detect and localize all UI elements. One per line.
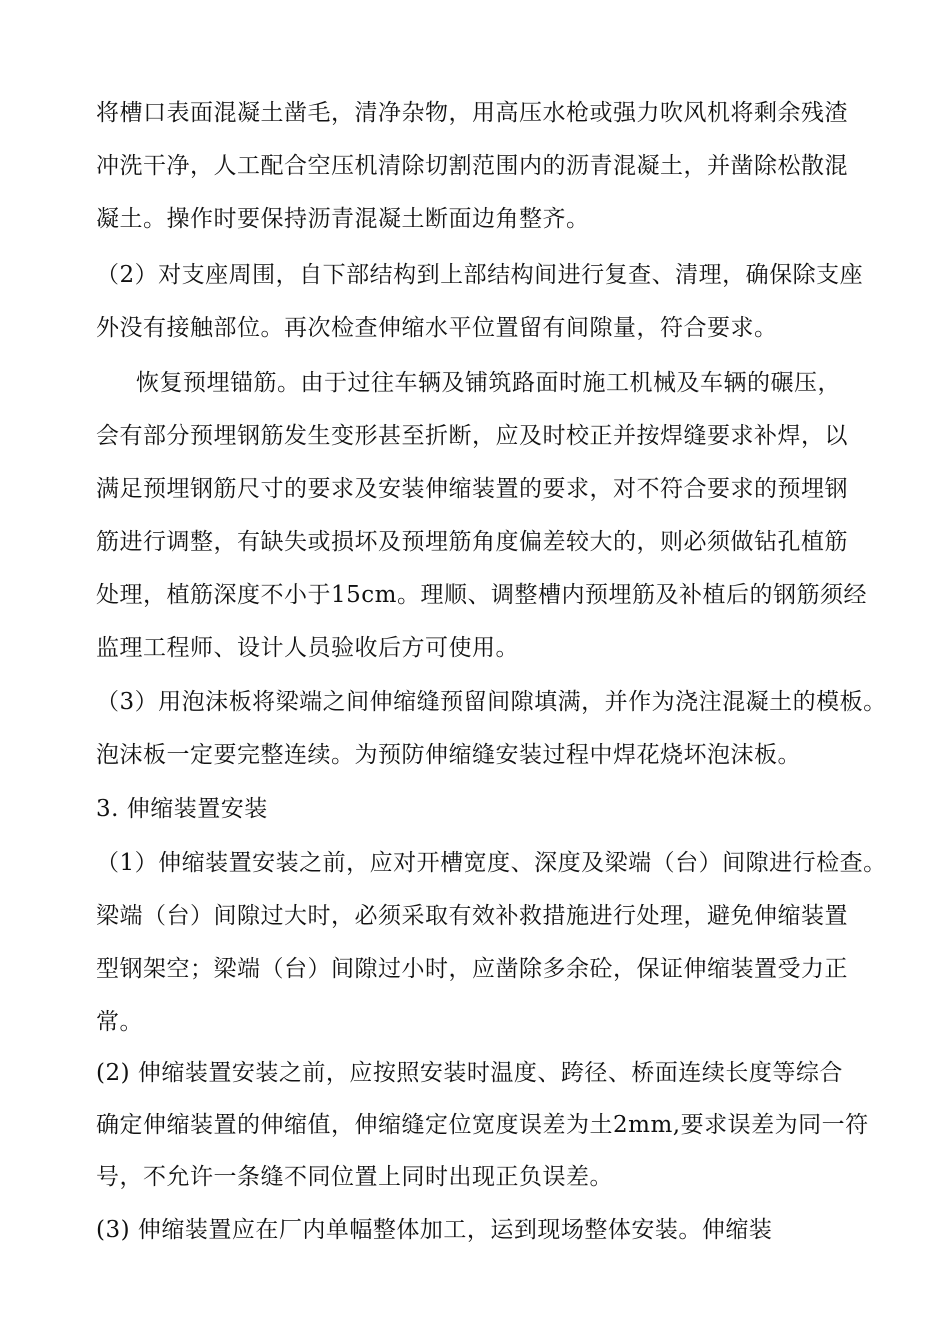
text-line: 会有部分预埋钢筋发生变形甚至折断，应及时校正并按焊缝要求补焊，以: [96, 423, 848, 449]
text-line: 凝土。操作时要保持沥青混凝土断面边角整齐。: [96, 206, 590, 232]
text-line: 梁端（台）间隙过大时，必须采取有效补救措施进行处理，避免伸缩装置: [96, 903, 848, 929]
text-line: （2）对支座周围，自下部结构到上部结构间进行复查、清理，确保除支座: [96, 262, 864, 288]
text-line: （1）伸缩装置安装之前，应对开槽宽度、深度及梁端（台）间隙进行检查。: [96, 850, 887, 876]
text-line: 确定伸缩装置的伸缩值，伸缩缝定位宽度误差为土2mm,要求误差为同一符: [96, 1112, 869, 1138]
text-line: （3）用泡沫板将梁端之间伸缩缝预留间隙填满，并作为浇注混凝土的模板。: [96, 689, 887, 715]
text-line: 号，不允许一条缝不同位置上同时出现正负误差。: [96, 1164, 613, 1190]
text-line: 泡沫板一定要完整连续。为预防伸缩缝安装过程中焊花烧坏泡沫板。: [96, 742, 801, 768]
text-line: 筋进行调整，有缺失或损坏及预埋筋角度偏差较大的，则必须做钻孔植筋: [96, 529, 848, 555]
text-line: 恢复预埋锚筋。由于过往车辆及铺筑路面时施工机械及车辆的碾压，: [136, 370, 841, 396]
text-line: (2) 伸缩装置安装之前，应按照安装时温度、跨径、桥面连续长度等综合: [96, 1060, 843, 1086]
text-line: 满足预埋钢筋尺寸的要求及安装伸缩装置的要求，对不符合要求的预埋钢: [96, 476, 848, 502]
text-line: (3) 伸缩装置应在厂内单幅整体加工，运到现场整体安装。伸缩装: [96, 1217, 773, 1243]
text-line: 将槽口表面混凝土凿毛，清净杂物，用高压水枪或强力吹风机将剩余残渣: [96, 100, 848, 126]
text-line: 外没有接触部位。再次检查伸缩水平位置留有间隙量，符合要求。: [96, 315, 778, 341]
text-line: 监理工程师、设计人员验收后方可使用。: [96, 635, 519, 661]
text-line: 型钢架空；梁端（台）间隙过小时，应凿除多余砼，保证伸缩装置受力正: [96, 956, 848, 982]
section-heading: 3. 伸缩装置安装: [96, 796, 268, 822]
text-line: 处理，植筋深度不小于15cm。理顺、调整槽内预埋筋及补植后的钢筋须经: [96, 582, 867, 608]
text-line: 冲洗干净，人工配合空压机清除切割范围内的沥青混凝土，并凿除松散混: [96, 153, 848, 179]
text-line: 常。: [96, 1009, 143, 1035]
